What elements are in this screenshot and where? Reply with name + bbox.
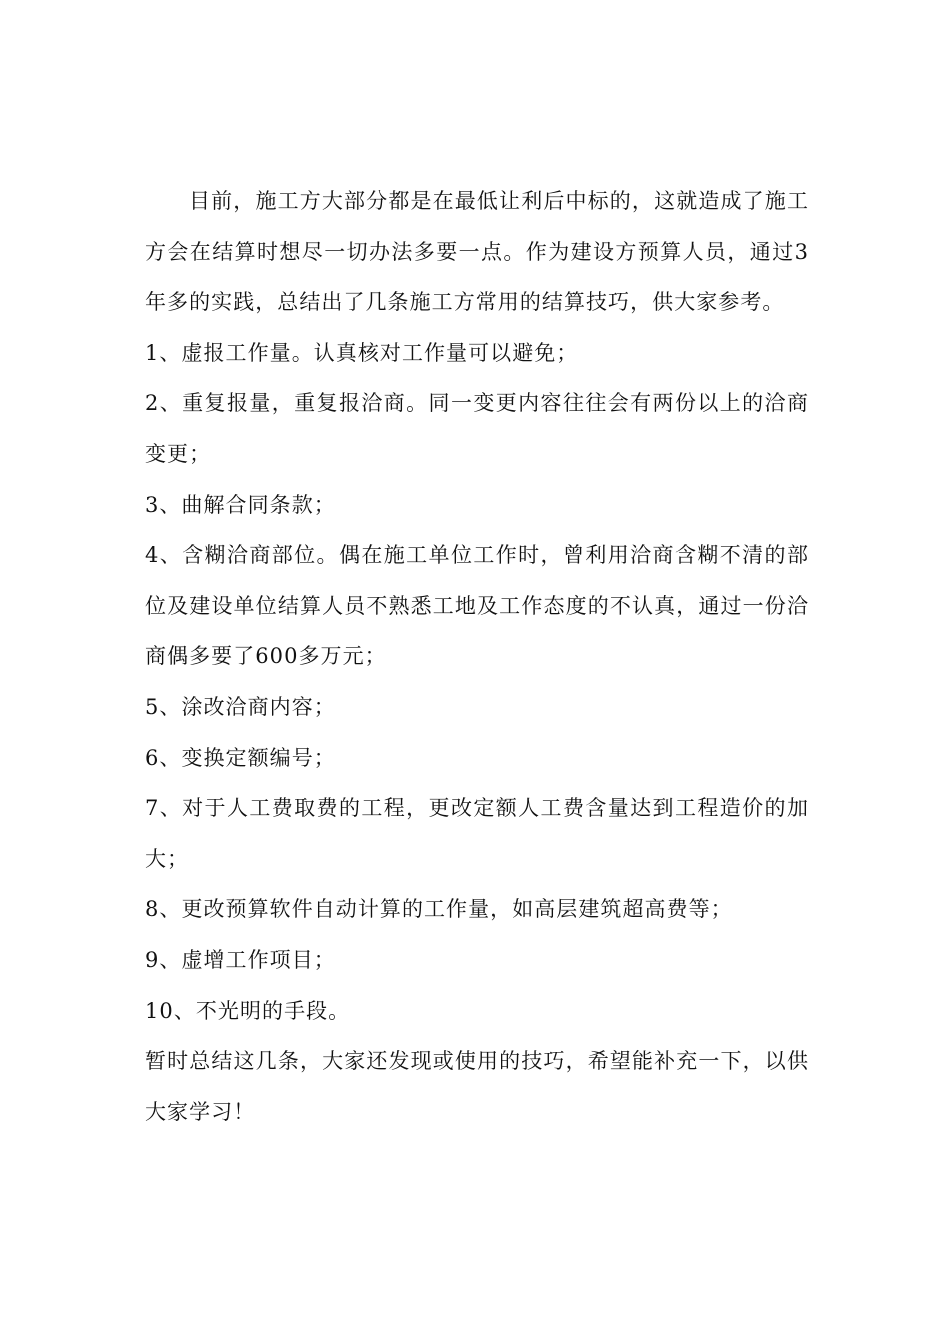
list-item-8: 8、更改预算软件自动计算的工作量，如高层建筑超高费等； — [145, 897, 733, 922]
list-item-2: 2、重复报量，重复报洽商。同一变更内容往往会有两份以上的洽商变更； — [145, 391, 809, 466]
closing-paragraph: 暂时总结这几条，大家还发现或使用的技巧，希望能补充一下，以供大家学习！ — [145, 1049, 809, 1124]
list-item-6: 6、变换定额编号； — [145, 745, 336, 770]
document-body — [145, 176, 809, 1137]
list-item-10: 10、不光明的手段。 — [145, 998, 351, 1023]
list-item-1: 1、虚报工作量。认真核对工作量可以避免； — [145, 340, 579, 365]
list-item-9: 9、虚增工作项目； — [145, 947, 336, 972]
list-item-5: 5、涂改洽商内容； — [145, 694, 336, 719]
list-item-7: 7、对于人工费取费的工程，更改定额人工费含量达到工程造价的加大； — [145, 796, 809, 871]
intro-paragraph: 目前，施工方大部分都是在最低让利后中标的，这就造成了施工方会在结算时想尽一切办法多要一点。作为建设方预算人员，通过3年多的实践，总结出了几条施工方常用的结算技巧，供大家参考。 — [145, 189, 809, 315]
list-item-3: 3、曲解合同条款； — [145, 492, 336, 517]
list-item-4: 4、含糊洽商部位。偶在施工单位工作时，曾利用洽商含糊不清的部位及建设单位结算人员不熟悉工地及工作态度的不认真，通过一份洽商偶多要了600多万元； — [145, 543, 809, 669]
